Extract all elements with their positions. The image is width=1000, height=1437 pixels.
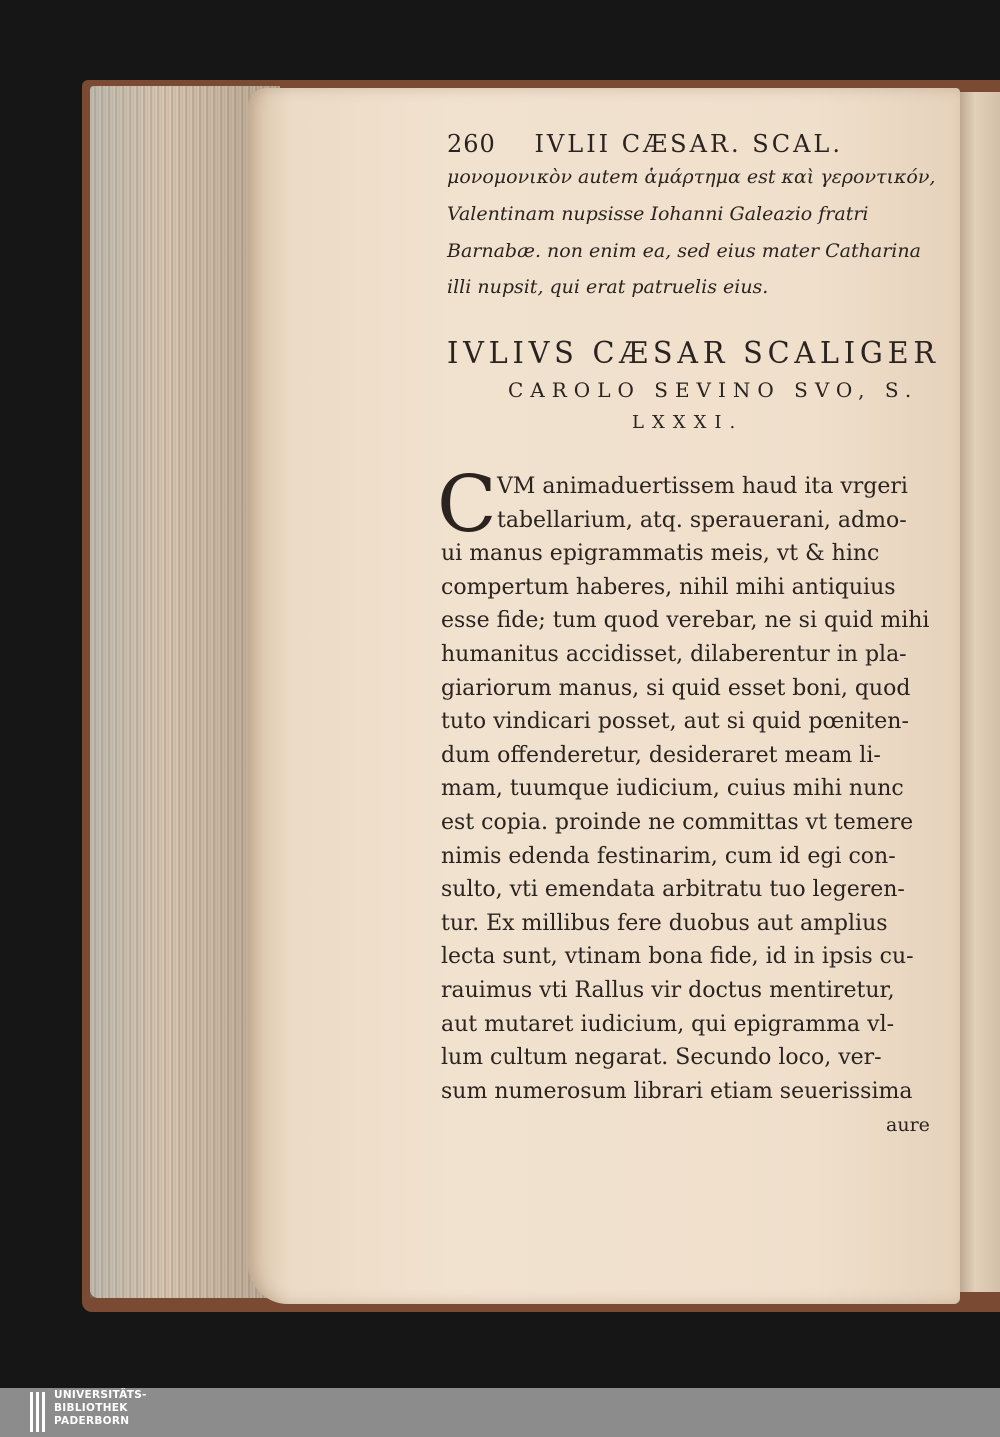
- body-line: est copia. proinde ne committas vt temere: [441, 810, 914, 835]
- library-logo-text: UNIVERSITÄTS- BIBLIOTHEK PADERBORN: [54, 1389, 147, 1427]
- body-line: sum numerosum librari etiam seuerissima: [441, 1078, 913, 1104]
- running-head: [447, 130, 843, 158]
- body-line: dum offenderetur, desideraret meam li-: [441, 742, 881, 768]
- body-line: giariorum manus, si quid esset boni, quod: [441, 675, 911, 701]
- running-head-title: IVLII CÆSAR. SCAL.: [534, 130, 843, 158]
- letter-heading-number: LXXXI.: [632, 412, 744, 433]
- catchword: aure: [886, 1114, 930, 1136]
- body-line: rauimus vti Rallus vir doctus mentiretur,: [441, 978, 895, 1003]
- body-line: lum cultum negarat. Secundo loco, ver-: [441, 1045, 882, 1071]
- drop-cap: C: [437, 460, 497, 550]
- next-page-edge: [958, 92, 1000, 1292]
- body-line: mam, tuumque iudicium, cuius mihi nunc: [441, 776, 904, 802]
- page-number: 260: [447, 130, 496, 158]
- body-line: ui manus epigrammatis meis, vt & hinc: [441, 541, 880, 567]
- body-line: compertum haberes, nihil mihi antiquius: [441, 574, 896, 600]
- letter-heading-recipient: CAROLO SEVINO SVO, S.: [508, 378, 919, 402]
- body-line: sulto, vti emendata arbitratu tuo legeren-: [441, 877, 905, 903]
- body-line: humanitus accidisset, dilaberentur in pla-: [441, 642, 907, 667]
- body-line: aut mutaret iudicium, qui epigramma vl-: [441, 1011, 895, 1037]
- preface-line: Valentinam nupsisse Iohanni Galeazio fratri: [447, 203, 869, 225]
- body-line: tur. Ex millibus fere duobus aut amplius: [441, 910, 888, 936]
- body-line: tuto vindicari posset, aut si quid pœniten-: [441, 709, 909, 735]
- library-logo-icon: [30, 1392, 46, 1432]
- body-line: tabellarium, atq. sperauerani, admo-: [497, 507, 907, 533]
- body-line: VM animaduertissem haud ita vrgeri: [497, 474, 908, 499]
- preface-line: illi nupsit, qui erat patruelis eius.: [447, 276, 769, 298]
- body-line: nimis edenda festinarim, cum id egi con-: [441, 843, 896, 869]
- letter-heading-author: IVLIVS CÆSAR SCALIGER: [447, 336, 940, 371]
- body-line: lecta sunt, vtinam bona fide, id in ipsis cu-: [441, 944, 914, 970]
- preface-line: Barnabæ. non enim ea, sed eius mater Catharina: [447, 240, 921, 262]
- preface-line: μονομονικὸν autem ἁμάρτημα est καὶ γεροντικόν,: [447, 166, 936, 188]
- footer-bar: [0, 1388, 1000, 1437]
- body-line: esse fide; tum quod verebar, ne si quid mihi: [441, 608, 930, 634]
